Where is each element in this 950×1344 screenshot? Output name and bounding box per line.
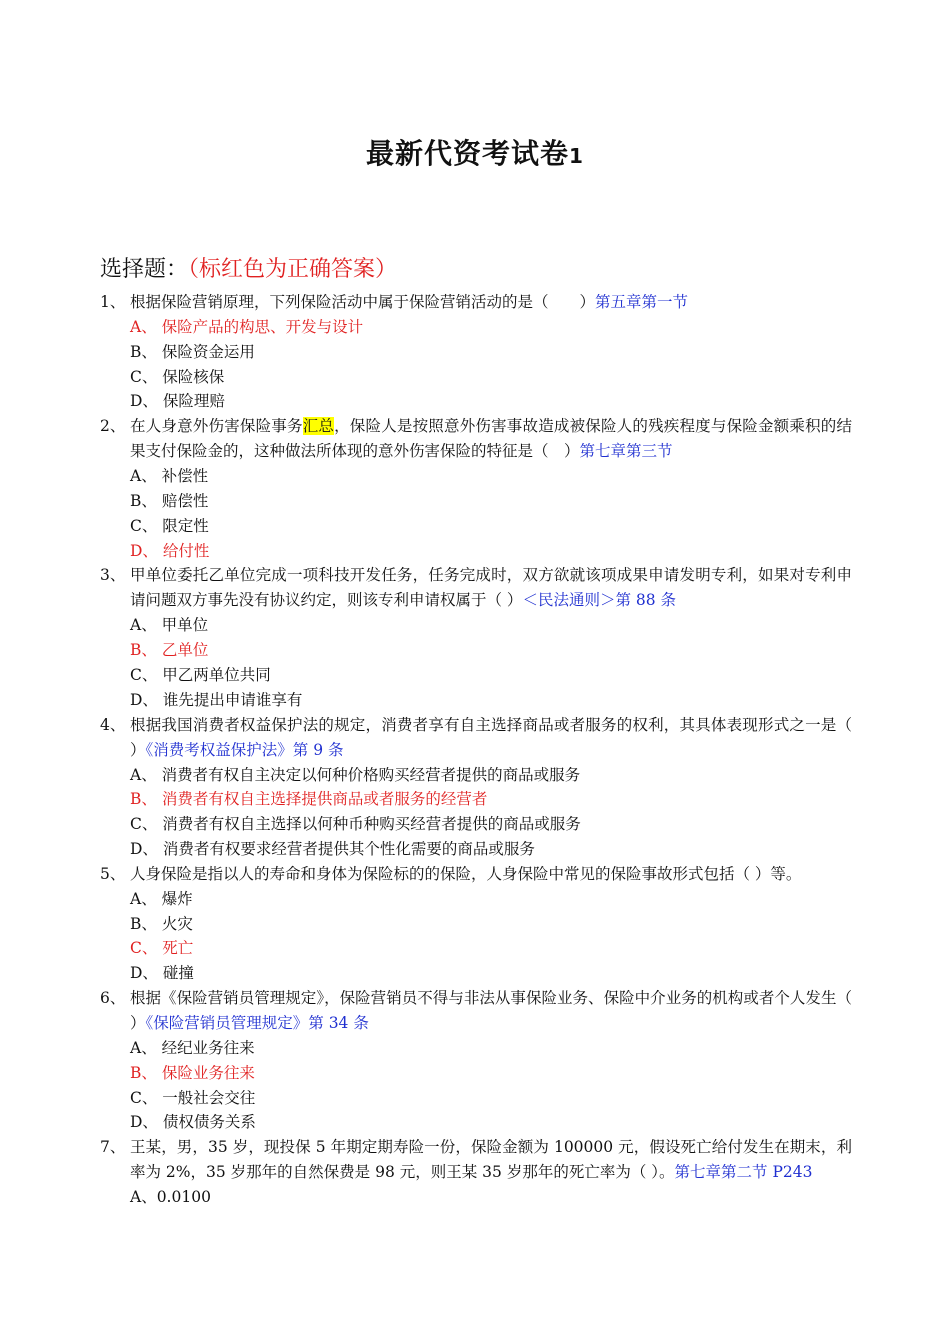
question-item: [0, 986, 950, 1135]
question-stem: 在人身意外伤害保险事务: [130, 417, 303, 436]
answer-option: B、 火灾: [130, 914, 193, 933]
title-number: 1: [569, 144, 584, 168]
heading-text: 选择题：: [100, 257, 189, 282]
question-text: [0, 1135, 950, 1185]
question-text: [0, 414, 950, 464]
question-number: 1、: [100, 293, 126, 311]
question-reference: 第五章第一节: [595, 293, 689, 311]
question-item: [0, 1135, 950, 1210]
question-list: [0, 290, 950, 1210]
answer-option-correct: C、 死亡: [130, 939, 194, 958]
question-number: 7、: [100, 1138, 126, 1157]
question-text: [0, 862, 950, 887]
question-stem: 王某，男，35 岁，现投保 5 年期定期寿险一份，保险金额为 100000 元，假设死亡给付发生在期末，利率为 2%，35 岁那年的自然保费是 98 元，则王某 35 岁那年的死亡率为（ ）。: [130, 1138, 852, 1182]
question-item: [0, 713, 950, 862]
answer-option: C、 消费者有权自主选择以何种币种购买经营者提供的商品或服务: [130, 815, 581, 834]
answer-option: A、 甲单位: [130, 616, 209, 635]
question-number: 6、: [100, 988, 126, 1007]
question-number: 2、: [100, 417, 126, 436]
question-item: [0, 862, 950, 986]
question-stem: 根据《保险营销员管理规定》，保险营销员不得与非法从事保险业务、保险中介业务的机构或者个人发生（ ）: [130, 988, 852, 1032]
answer-option-correct: D、 给付性: [130, 541, 210, 560]
question-stem-continued: ，保险人是按照意外伤害事故造成被保险人的残疾程度与保险金额乘积的结果支付保险金的，这种做法所体现的意外伤害保险的特征是（ ）: [130, 417, 852, 461]
question-stem: 根据我国消费者权益保护法的规定，消费者享有自主选择商品或者服务的权利，其具体表现形式之一是（ ）: [130, 715, 852, 759]
question-number: 4、: [100, 715, 126, 734]
answer-option: A、 爆炸: [130, 889, 193, 908]
question-item: [0, 290, 950, 414]
answer-option-correct: A、 保险产品的构思、开发与设计: [130, 318, 364, 336]
answer-option: C、 保险核保: [130, 367, 225, 386]
question-reference: 《保险营销员管理规定》第 34 条: [145, 1013, 369, 1032]
question-item: [0, 414, 950, 563]
question-stem: 人身保险是指以人的寿命和身体为保险标的的保险，人身保险中常见的保险事故形式包括（ ）等。: [130, 864, 802, 883]
answer-option: C、 甲乙两单位共同: [130, 665, 271, 684]
answer-option: C、 一般社会交往: [130, 1088, 256, 1107]
question-reference: 《消费考权益保护法》第 9 条: [145, 740, 344, 759]
highlighted-text: 汇总: [302, 417, 335, 436]
answer-option-correct: B、 乙单位: [130, 641, 209, 660]
answer-option: A、 经纪业务往来: [130, 1038, 255, 1057]
answer-option: D、 谁先提出申请谁享有: [130, 690, 303, 709]
answer-option: C、 限定性: [130, 516, 209, 535]
answer-option-correct: B、 保险业务往来: [130, 1063, 255, 1082]
section-heading: [100, 252, 397, 283]
answer-option: D、 债权债务关系: [130, 1113, 256, 1132]
answer-option: A、 消费者有权自主决定以何种价格购买经营者提供的商品或服务: [130, 765, 581, 784]
question-reference: ＜民法通则＞第 88 条: [522, 591, 677, 610]
question-number: 3、: [100, 566, 126, 585]
heading-note: （标红色为正确答案）: [188, 257, 398, 282]
question-reference: 第七章第三节: [579, 442, 673, 461]
question-text: [0, 713, 950, 763]
answer-option: D、 保险理赔: [130, 392, 225, 411]
question-number: 5、: [100, 864, 126, 883]
question-text: [0, 563, 950, 613]
answer-option: B、 保险资金运用: [130, 342, 255, 361]
answer-option: B、 赔偿性: [130, 491, 209, 510]
question-stem: 根据保险营销原理，下列保险活动中属于保险营销活动的是（ ）: [130, 293, 596, 311]
answer-option: A、 补偿性: [130, 467, 209, 486]
answer-option: A、0.0100: [130, 1188, 211, 1207]
answer-option: D、 消费者有权要求经营者提供其个性化需要的商品或服务: [130, 839, 535, 858]
question-text: [0, 290, 950, 315]
document-title: [0, 132, 950, 172]
question-stem: 甲单位委托乙单位完成一项科技开发任务，任务完成时，双方欲就该项成果申请发明专利，如果对专利申请问题双方事先没有协议约定，则该专利申请权属于（ ）: [130, 566, 852, 610]
question-reference: 第七章第二节 P243: [674, 1163, 813, 1182]
title-text: 最新代资考试卷: [366, 137, 570, 170]
answer-option: D、 碰撞: [130, 964, 194, 983]
answer-option-correct: B、 消费者有权自主选择提供商品或者服务的经营者: [130, 790, 488, 809]
question-item: [0, 563, 950, 712]
question-text: [0, 986, 950, 1036]
